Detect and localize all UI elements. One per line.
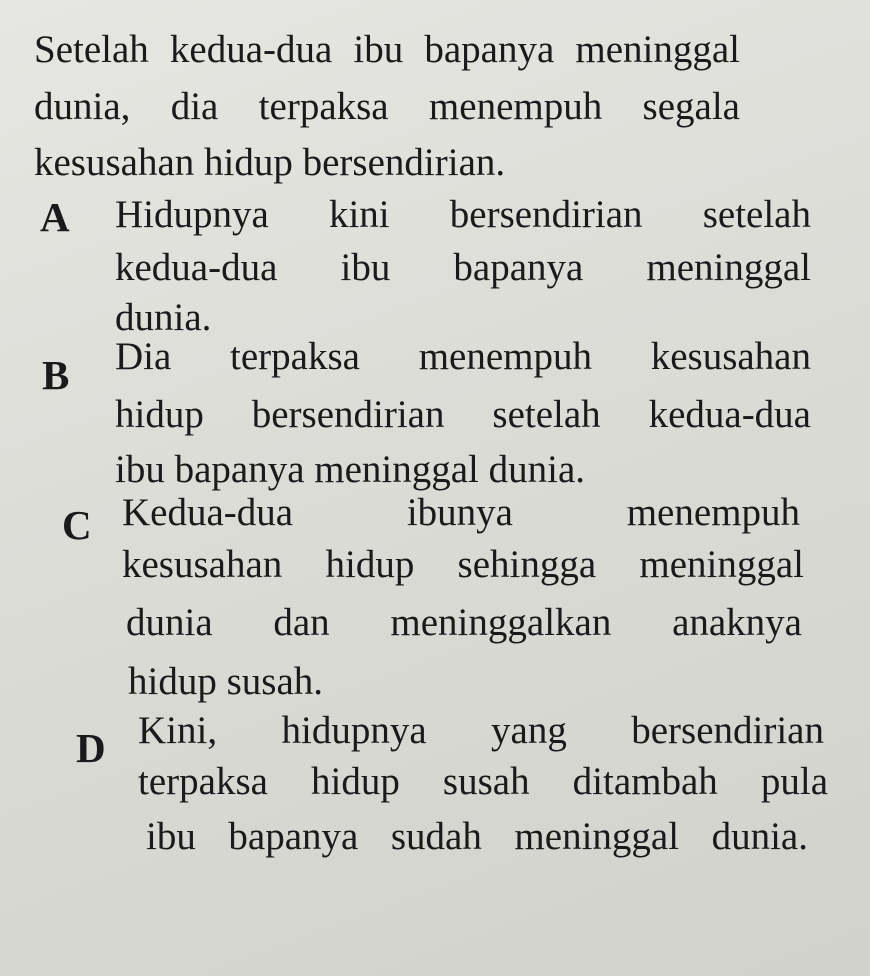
option-b-line: ibu bapanya meninggal dunia. xyxy=(115,448,586,491)
option-a-line: kedua-dua ibu bapanya meninggal xyxy=(115,246,811,289)
option-d-line: terpaksa hidup susah ditambah pula xyxy=(138,760,828,803)
option-letter-c: C xyxy=(62,502,92,548)
option-c-line: kesusahan hidup sehingga meninggal xyxy=(122,543,804,586)
option-c-line: hidup susah. xyxy=(128,660,323,703)
question-line: kesusahan hidup bersendirian. xyxy=(34,141,506,184)
option-d-line: Kini, hidupnya yang bersendirian xyxy=(138,709,824,752)
option-letter-b: B xyxy=(42,352,70,398)
option-letter-a: A xyxy=(40,194,70,240)
question-line: Setelah kedua-dua ibu bapanya meninggal xyxy=(34,28,740,71)
option-a-line: Hidupnya kini bersendirian setelah xyxy=(115,193,811,236)
option-b-line: hidup bersendirian setelah kedua-dua xyxy=(115,393,811,436)
option-b-line: Dia terpaksa menempuh kesusahan xyxy=(115,335,811,378)
option-c-line: Kedua-dua ibunya menempuh xyxy=(122,491,800,534)
option-d-line: ibu bapanya sudah meninggal dunia. xyxy=(146,815,808,858)
option-c-line: dunia dan meninggalkan anaknya xyxy=(126,601,802,644)
option-letter-d: D xyxy=(76,725,106,771)
question-line: dunia, dia terpaksa menempuh segala xyxy=(34,85,740,128)
option-a-line: dunia. xyxy=(115,296,212,339)
